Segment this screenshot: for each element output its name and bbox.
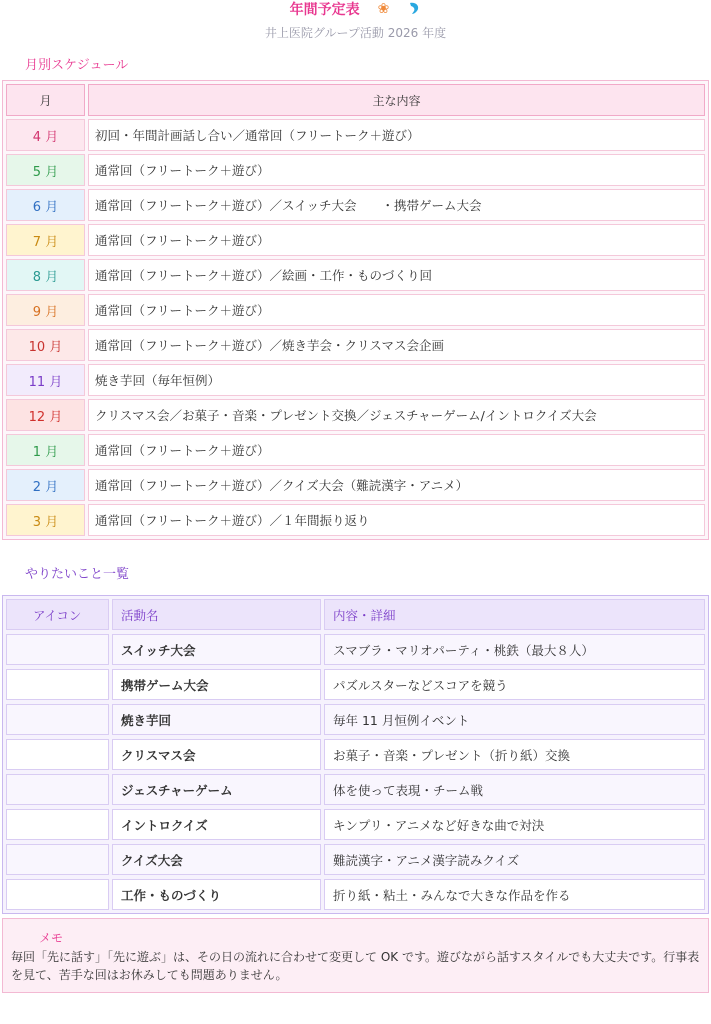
schedule-content: 通常回（フリートーク＋遊び） [88, 224, 705, 256]
title-row [0, 0, 711, 18]
wishlist-icon-cell [6, 844, 109, 875]
wishlist-body [6, 599, 705, 910]
dolphin-icon-svg [407, 1, 421, 15]
wishlist-header-row [6, 599, 705, 630]
wishlist-row [6, 809, 705, 840]
schedule-month: 2 月 [6, 469, 85, 501]
schedule-row [6, 224, 705, 256]
wishlist-activity-detail: パズルスターなどスコアを競う [324, 669, 705, 700]
wishlist-icon-cell [6, 809, 109, 840]
schedule-content: クリスマス会／お菓子・音楽・プレゼント交換／ジェスチャーゲーム/イントロクイズ大会 [88, 399, 705, 431]
schedule-row [6, 119, 705, 151]
schedule-month: 9 月 [6, 294, 85, 326]
schedule-month: 10 月 [6, 329, 85, 361]
wishlist-col-detail: 内容・詳細 [324, 599, 705, 630]
wishlist-activity-detail: 体を使って表現・チーム戦 [324, 774, 705, 805]
schedule-month: 12 月 [6, 399, 85, 431]
schedule-col-content: 主な内容 [88, 84, 705, 116]
schedule-content: 通常回（フリートーク＋遊び）／クイズ大会（難読漢字・アニメ） [88, 469, 705, 501]
schedule-content: 通常回（フリートーク＋遊び）／スイッチ大会 ・携帯ゲーム大会 [88, 189, 705, 221]
wishlist-activity-name: ジェスチャーゲーム [112, 774, 321, 805]
wishlist-icon-cell [6, 739, 109, 770]
wishlist-activity-name: イントロクイズ [112, 809, 321, 840]
wishlist-activity-name: クリスマス会 [112, 739, 321, 770]
schedule-row [6, 399, 705, 431]
wishlist-section-title: やりたいこと一覧 [25, 567, 130, 582]
memo-box [2, 918, 709, 993]
schedule-row [6, 504, 705, 536]
wishlist-row [6, 739, 705, 770]
wishlist-activity-detail: キンプリ・アニメなど好きな曲で対決 [324, 809, 705, 840]
wishlist-activity-detail: スマブラ・マリオパーティ・桃鉄（最大８人） [324, 634, 705, 665]
schedule-row [6, 294, 705, 326]
schedule-content: 初回・年間計画話し合い／通常回（フリートーク＋遊び） [88, 119, 705, 151]
wishlist-row [6, 879, 705, 910]
wishlist-activity-detail: 難読漢字・アニメ漢字読みクイズ [324, 844, 705, 875]
wishlist-activity-detail: 折り紙・粘土・みんなで大きな作品を作る [324, 879, 705, 910]
wishlist-icon-cell [6, 669, 109, 700]
flower-icon: ❀ [377, 1, 390, 17]
wishlist-row [6, 704, 705, 735]
schedule-row [6, 259, 705, 291]
page-title: 年間予定表 [289, 2, 360, 18]
schedule-content: 焼き芋回（毎年恒例） [88, 364, 705, 396]
schedule-col-month: 月 [6, 84, 85, 116]
wishlist-activity-detail: お菓子・音楽・プレゼント（折り紙）交換 [324, 739, 705, 770]
wishlist-activity-name: クイズ大会 [112, 844, 321, 875]
wishlist-activity-name: スイッチ大会 [112, 634, 321, 665]
wishlist-row [6, 774, 705, 805]
schedule-content: 通常回（フリートーク＋遊び）／焼き芋会・クリスマス会企画 [88, 329, 705, 361]
wishlist-table [2, 595, 709, 914]
memo-title: メモ [39, 931, 64, 945]
wishlist-activity-detail: 毎年 11 月恒例イベント [324, 704, 705, 735]
page-subtitle: 井上医院グループ活動 2026 年度 [264, 26, 447, 40]
wishlist-activity-name: 携帯ゲーム大会 [112, 669, 321, 700]
wishlist-icon-cell [6, 774, 109, 805]
schedule-content: 通常回（フリートーク＋遊び） [88, 434, 705, 466]
schedule-month: 6 月 [6, 189, 85, 221]
wishlist-icon-cell [6, 704, 109, 735]
wishlist-col-name: 活動名 [112, 599, 321, 630]
dolphin-icon [407, 1, 421, 18]
schedule-section-title: 月別スケジュール [25, 58, 129, 73]
wishlist-activity-name: 工作・ものづくり [112, 879, 321, 910]
wishlist-icon-cell [6, 634, 109, 665]
schedule-row [6, 189, 705, 221]
wishlist-col-icon: アイコン [6, 599, 109, 630]
schedule-month: 11 月 [6, 364, 85, 396]
memo-text: 毎回「先に話す」「先に遊ぶ」は、その日の流れに合わせて変更して OK です。遊びながら話すスタイルでも大丈夫です。行事表を見て、苦手な回はお休みしても問題ありません。 [11, 950, 700, 982]
schedule-month: 4 月 [6, 119, 85, 151]
schedule-content: 通常回（フリートーク＋遊び）／１年間振り返り [88, 504, 705, 536]
schedule-row [6, 434, 705, 466]
header [0, 0, 711, 40]
schedule-month: 1 月 [6, 434, 85, 466]
schedule-month: 3 月 [6, 504, 85, 536]
schedule-body [6, 119, 705, 536]
schedule-month: 5 月 [6, 154, 85, 186]
schedule-header-row [6, 84, 705, 116]
schedule-row [6, 154, 705, 186]
wishlist-activity-name: 焼き芋回 [112, 704, 321, 735]
schedule-content: 通常回（フリートーク＋遊び） [88, 294, 705, 326]
wishlist-row [6, 634, 705, 665]
schedule-month: 8 月 [6, 259, 85, 291]
schedule-month: 7 月 [6, 224, 85, 256]
schedule-row [6, 364, 705, 396]
schedule-table [2, 80, 709, 540]
schedule-content: 通常回（フリートーク＋遊び） [88, 154, 705, 186]
wishlist-icon-cell [6, 879, 109, 910]
schedule-row [6, 329, 705, 361]
schedule-content: 通常回（フリートーク＋遊び）／絵画・工作・ものづくり回 [88, 259, 705, 291]
schedule-row [6, 469, 705, 501]
wishlist-row [6, 669, 705, 700]
wishlist-row [6, 844, 705, 875]
